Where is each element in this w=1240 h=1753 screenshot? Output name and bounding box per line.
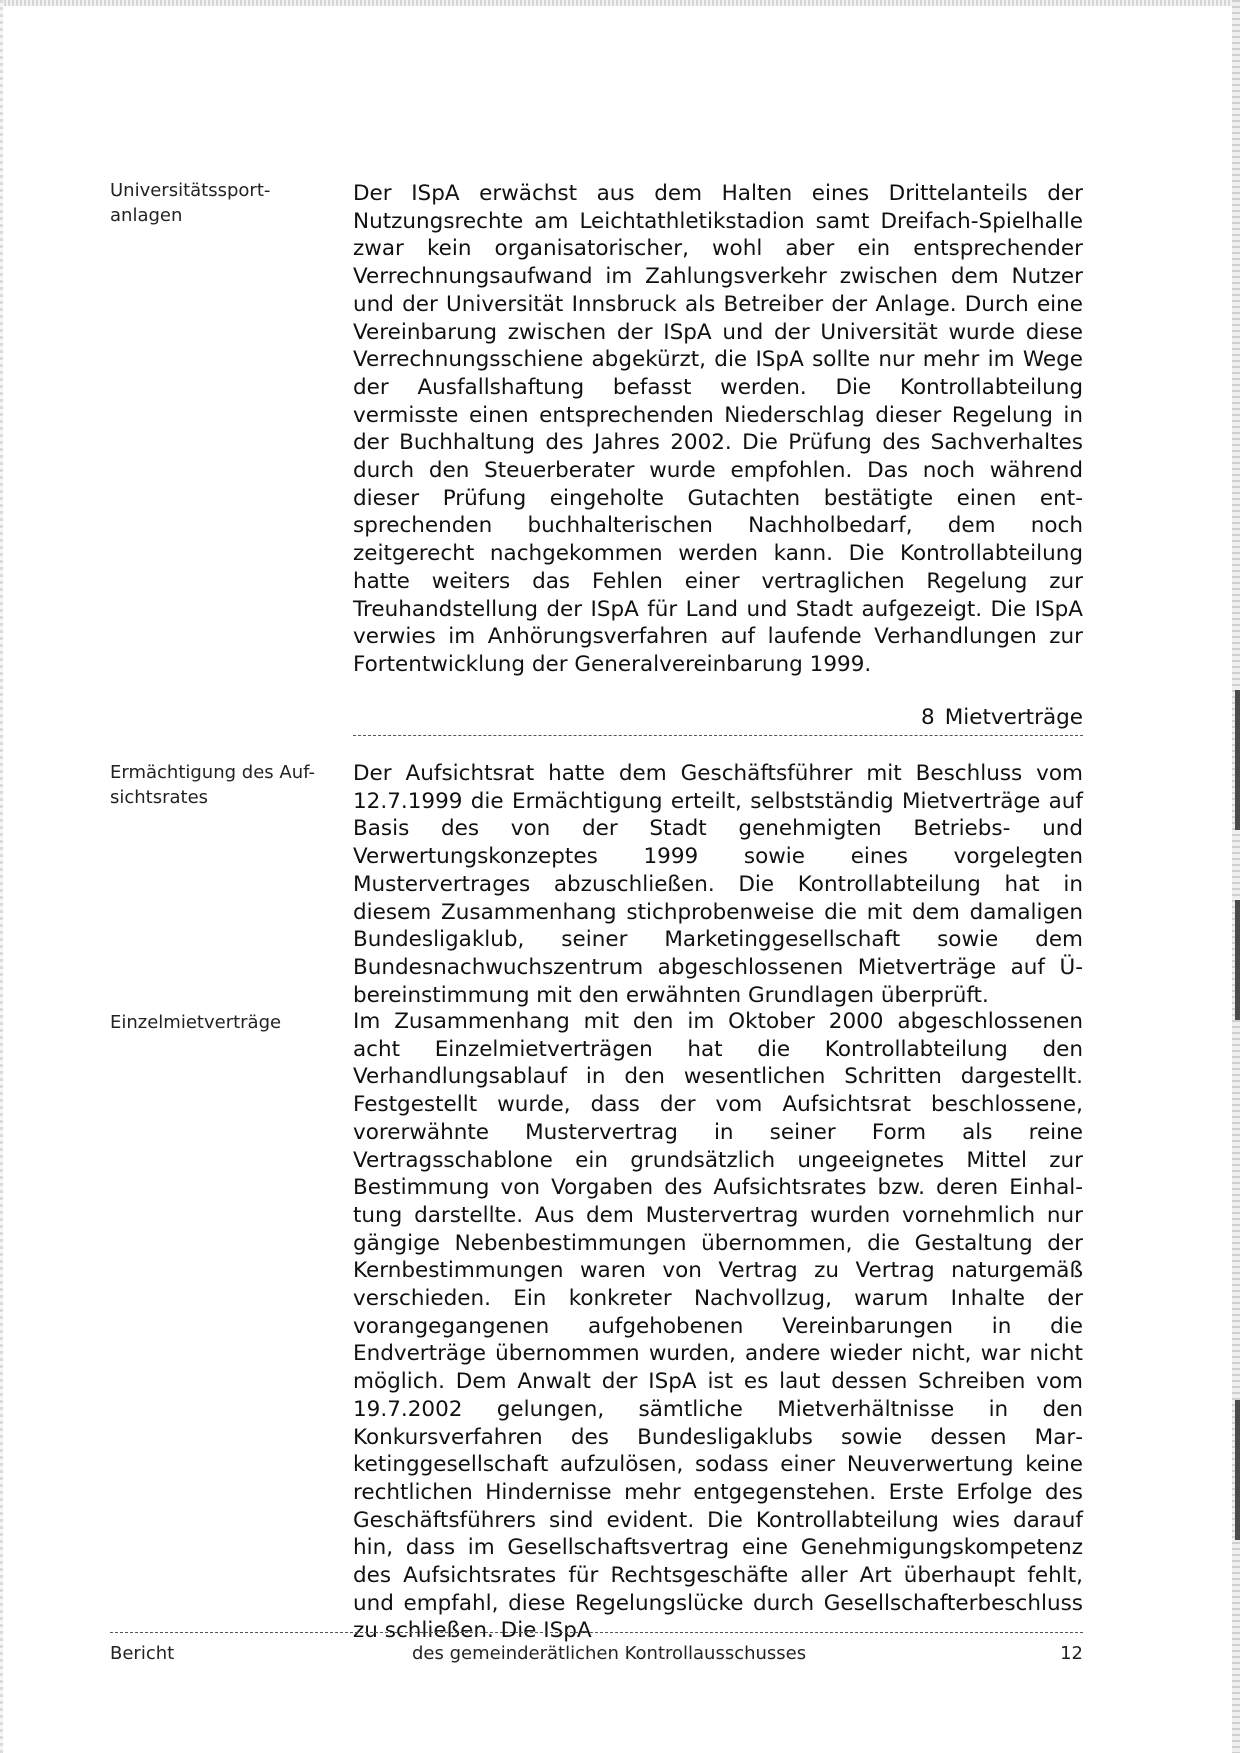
scan-edge-top [0,0,1240,6]
page-number: 12 [1060,1643,1083,1664]
footer-left: Bericht [110,1643,175,1664]
scan-edge-mark [1235,1400,1240,1540]
section-number: 8 [921,705,935,730]
scan-edge-mark [1235,690,1240,830]
footer-center: des gemeinderätlichen Kontrollausschusses [412,1643,807,1664]
scan-edge-mark [1235,900,1240,1020]
section-heading-rule [353,735,1083,736]
margin-label-universitaetssportanlagen: Universitätssport- anlagen [110,180,271,226]
paragraph-universitaetssportanlagen: Der ISpA erwächst aus dem Halten eines Drittelanteils der Nutzungsrechte am Leichtathletikstadion samt Dreifach-Spielhalle zwar kein organisatorischer, wohl aber ein entsprechender Verrechnungsaufwand im Zahlungsverkehr zwischen dem Nutzer und der Universität Innsbruck als Betreiber der Anlage. Durch eine Vereinbarung zwischen der ISpA und der Universität wurde diese Verrechnungsschiene abgekürzt, die ISpA sollte nur mehr im Wege der Ausfallshaftung befasst werden. Die Kontrollabteilung vermisste einen entsprechenden Niederschlag dieser Regelung in der Buchhaltung des Jahres 2002. Die Prüfung des Sachverhaltes durch den Steuerberater wurde empfohlen. Das noch während dieser Prüfung eingeholte Gutachten bestätigte einen entsprechenden buchhalterischen Nachholbedarf, dem noch zeitgerecht nachgekommen werden kann. Die Kontrollabteilung hatte weiters das Fehlen einer vertraglichen Regelung zur Treuhandstellung der ISpA für Land und Stadt aufgezeigt. Die ISpA verwies im Anhörungsverfahren auf laufende Verhandlungen zur Fortentwicklung der Generalvereinbarung 1999. [353,181,1083,677]
scan-edge-left [0,0,3,1753]
section-title: Mietverträge [944,705,1083,730]
margin-label-ermaechtigung: Ermächtigung des Auf- sichtsrates [110,762,315,808]
margin-label-einzelmietvertraege: Einzelmietverträge [110,1012,282,1033]
section-heading [600,704,1083,732]
paragraph-ermaechtigung: Der Aufsichtsrat hatte dem Geschäftsführer mit Beschluss vom 12.7.1999 die Ermächtigung erteilt, selbstständig Mietverträge auf Basis des von der Stadt genehmigten Betriebs- und Verwertungskonzeptes 1999 sowie eines vorgelegten Mustervertrages abzuschließen. Die Kontrollabteilung hat in diesem Zusammenhang stichprobenweise die mit dem damaligen Bundesligaklub, seiner Marketinggesellschaft sowie dem Bundesnachwuchszentrum abgeschlossenen Mietverträge auf Übereinstimmung mit den erwähnten Grundlagen überprüft. [353,761,1083,1008]
footer-rule [110,1632,1083,1633]
paragraph-einzelmietvertraege: Im Zusammenhang mit den im Oktober 2000 abgeschlossenen acht Einzelmietverträgen hat die Kontrollabteilung den Verhandlungsablauf in den wesentlichen Schritten dargestellt. Festgestellt wurde, dass der vom Aufsichtsrat beschlossene, vorerwähnte Mustervertrag in seiner Form als reine Vertragsschablone ein grundsätzlich ungeeignetes Mittel zur Bestimmung von Vorgaben des Aufsichtsrates bzw. deren Einhaltung darstellte. Aus dem Mustervertrag wurden vornehmlich nur gängige Nebenbestimmungen übernommen, die Gestaltung der Kernbestimmungen waren von Vertrag zu Vertrag naturgemäß verschieden. Ein konkreter Nachvollzug, warum Inhalte der vorangegangenen aufgehobenen Vereinbarungen in die Endverträge übernommen wurden, andere wieder nicht, war nicht möglich. Dem Anwalt der ISpA ist es laut dessen Schreiben vom 19.7.2002 gelungen, sämtliche Mietverhältnisse in den Konkursverfahren des Bundesligaklubs sowie dessen Marketinggesellschaft aufzulösen, sodass einer Neuverwertung keine rechtlichen Hindernisse mehr entgegenstehen. Erste Erfolge des Geschäftsführers sind evident. Die Kontrollabteilung wies darauf hin, dass im Gesellschaftsvertrag eine Genehmigungskompetenz des Aufsichtsrates für Rechtsgeschäfte aller Art überhaupt fehlt, und empfahl, diese Regelungslücke durch Gesellschafterbeschluss zu schließen. Die ISpA [353,1009,1083,1644]
